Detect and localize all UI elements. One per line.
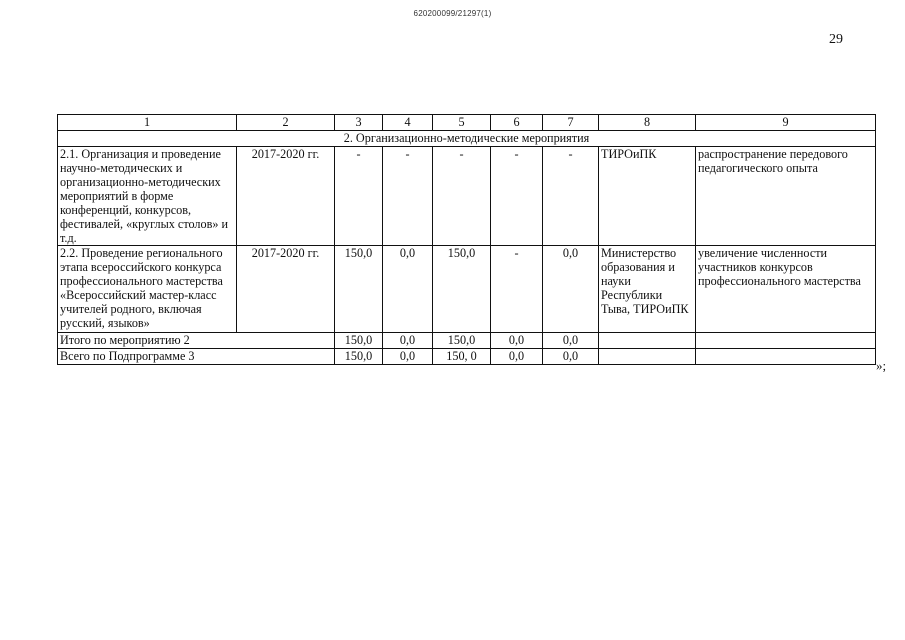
total-cell-col6: 0,0 (491, 333, 543, 349)
total-cell-col3: 150,0 (335, 333, 383, 349)
column-header: 1 (58, 115, 237, 131)
value-cell-col3: 150,0 (335, 246, 383, 333)
total-row (58, 333, 876, 349)
value-cell-col5: 150,0 (433, 246, 491, 333)
activity-name-cell: 2.1. Организация и проведение научно-методических и организационно-методических мероприятий в форме конференций, конкурсов, фестивалей, «круглых столов» и т.д. (58, 147, 237, 246)
value-cell-col5: - (433, 147, 491, 246)
grand-total-cell-col4: 0,0 (383, 349, 433, 365)
table-row (58, 246, 876, 333)
grand-total-cell-col7: 0,0 (543, 349, 599, 365)
column-header: 3 (335, 115, 383, 131)
executor-cell: ТИРОиПК (599, 147, 696, 246)
result-cell: распространение передового педагогического опыта (696, 147, 876, 246)
result-cell: увеличение численности участников конкурсов профессионального мастерства (696, 246, 876, 333)
column-header: 7 (543, 115, 599, 131)
period-cell: 2017-2020 гг. (237, 147, 335, 246)
column-header: 6 (491, 115, 543, 131)
empty-cell (599, 349, 696, 365)
activity-name-cell: 2.2. Проведение регионального этапа всероссийского конкурса профессионального мастерства «Всероссийский мастер-класс учителей родного, включая русский, языков» (58, 246, 237, 333)
period-cell: 2017-2020 гг. (237, 246, 335, 333)
grand-total-cell-col5: 150, 0 (433, 349, 491, 365)
section-title: 2. Организационно-методические мероприятия (58, 131, 876, 147)
column-header: 4 (383, 115, 433, 131)
grand-total-label: Всего по Подпрограмме 3 (58, 349, 335, 365)
value-cell-col7: - (543, 147, 599, 246)
value-cell-col6: - (491, 147, 543, 246)
program-table (57, 114, 876, 365)
executor-cell: Министерство образования и науки Республики Тыва, ТИРОиПК (599, 246, 696, 333)
value-cell-col7: 0,0 (543, 246, 599, 333)
table-row (58, 147, 876, 246)
empty-cell (696, 349, 876, 365)
empty-cell (696, 333, 876, 349)
document-id: 620200099/21297(1) (413, 9, 492, 18)
grand-total-row (58, 349, 876, 365)
grand-total-cell-col6: 0,0 (491, 349, 543, 365)
closing-quote-mark: »; (876, 358, 887, 373)
value-cell-col3: - (335, 147, 383, 246)
total-cell-col5: 150,0 (433, 333, 491, 349)
value-cell-col4: 0,0 (383, 246, 433, 333)
column-header: 2 (237, 115, 335, 131)
value-cell-col6: - (491, 246, 543, 333)
value-cell-col4: - (383, 147, 433, 246)
total-cell-col4: 0,0 (383, 333, 433, 349)
total-cell-col7: 0,0 (543, 333, 599, 349)
total-label: Итого по мероприятию 2 (58, 333, 335, 349)
page-number: 29 (829, 32, 843, 47)
grand-total-cell-col3: 150,0 (335, 349, 383, 365)
column-header: 9 (696, 115, 876, 131)
column-header: 5 (433, 115, 491, 131)
column-number-row (58, 115, 876, 131)
section-row (58, 131, 876, 147)
column-header: 8 (599, 115, 696, 131)
empty-cell (599, 333, 696, 349)
